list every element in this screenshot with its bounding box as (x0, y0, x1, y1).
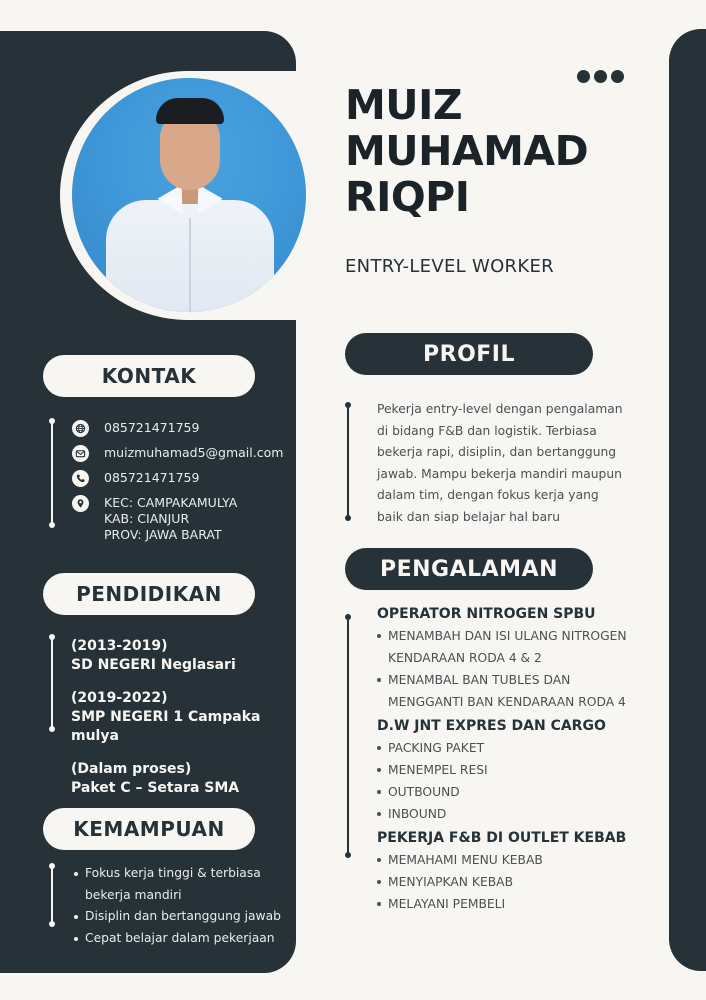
education-school: SMP NEGERI 1 Campaka (71, 709, 261, 725)
job-task-line: MENGGANTI BAN KENDARAAN RODA 4 (388, 695, 626, 709)
job-task: MENYIAPKAN KEBAB (377, 871, 677, 893)
job-task: OUTBOUND (377, 781, 677, 803)
experience-timeline-line (347, 617, 349, 855)
job-title: OPERATOR NITROGEN SPBU (377, 606, 596, 622)
section-header-education: PENDIDIKAN (43, 573, 255, 615)
person-name (345, 82, 588, 220)
contact-phone-text[interactable]: 085721471759 (104, 470, 200, 485)
section-header-contact: KONTAK (43, 355, 255, 397)
section-header-experience: PENGALAMAN (345, 548, 593, 590)
mail-icon (72, 445, 89, 462)
job-title: PEKERJA F&B DI OUTLET KEBAB (377, 830, 627, 846)
profile-summary: Pekerja entry-level dengan pengalaman di bidang F&B dan logistik. Terbiasa bekerja rapi, disiplin, dan bertanggung jawab. Mampu bekerja mandiri maupun dalam tim, dengan fokus kerja yang baik dan siap belajar hal baru (377, 402, 623, 524)
profile-timeline-line (347, 405, 349, 518)
education-period: (2019-2022) (71, 690, 168, 706)
skill-item: Disiplin dan bertanggung jawab (72, 906, 292, 928)
job-task: MELAYANI PEMBELI (377, 893, 677, 915)
job-task-list (377, 625, 677, 713)
job-task-line: KENDARAAN RODA 4 & 2 (388, 651, 542, 665)
location-pin-icon (72, 495, 89, 512)
education-school-cont: mulya (71, 728, 119, 744)
profile-photo (72, 78, 306, 312)
section-header-profile: PROFIL (345, 333, 593, 375)
contact-item-email (72, 445, 283, 462)
skill-item: Cepat belajar dalam pekerjaan (72, 928, 292, 950)
address-line: KAB: CIANJUR (104, 511, 190, 526)
education-timeline-line (51, 637, 53, 729)
education-school: SD NEGERI Neglasari (71, 657, 236, 673)
skill-item: Fokus kerja tinggi & terbiasa bekerja mandiri (72, 863, 292, 906)
phone-icon (72, 470, 89, 487)
contact-item-phone (72, 470, 283, 487)
education-school: Paket C – Setara SMA (71, 780, 240, 796)
globe-icon (72, 420, 89, 437)
contact-timeline-line (51, 421, 53, 525)
job-task-list (377, 737, 677, 825)
contact-email-text[interactable]: muizmuhamad5@gmail.com (104, 445, 284, 460)
job-task-cont (377, 691, 677, 713)
contact-website-text: 085721471759 (104, 420, 200, 435)
contact-item-address (72, 495, 283, 543)
dot (594, 70, 607, 83)
education-item (71, 760, 261, 798)
contact-list (72, 420, 283, 551)
education-period: (2013-2019) (71, 638, 168, 654)
name-line: MUHAMAD (345, 127, 589, 175)
education-item (71, 689, 261, 746)
job-title: D.W JNT EXPRES DAN CARGO (377, 718, 606, 734)
address-line: PROV: JAWA BARAT (104, 527, 222, 542)
job-task: MEMAHAMI MENU KEBAB (377, 849, 677, 871)
skills-timeline-line (51, 866, 53, 924)
name-line: MUIZ (345, 81, 463, 129)
job-task (377, 669, 677, 691)
skills-list (72, 863, 292, 949)
job-task-cont (377, 647, 677, 669)
contact-item-website (72, 420, 283, 437)
job-task: PACKING PAKET (377, 737, 677, 759)
photo-shirt-placket (189, 218, 191, 312)
job-task-list (377, 849, 677, 915)
job-role: ENTRY-LEVEL WORKER (345, 256, 554, 277)
job-task (377, 625, 677, 647)
photo-hair (156, 98, 224, 124)
section-header-skills: KEMAMPUAN (43, 808, 255, 850)
job-task: INBOUND (377, 803, 677, 825)
education-item (71, 637, 261, 675)
address-line: KEC: CAMPAKAMULYA (104, 495, 238, 510)
job-task-line: MENAMBAL BAN TUBLES DAN (388, 673, 571, 687)
education-period: (Dalam proses) (71, 761, 192, 777)
dot (611, 70, 624, 83)
job-task: MENEMPEL RESI (377, 759, 677, 781)
education-list (71, 637, 261, 812)
job-task-line: MENAMBAH DAN ISI ULANG NITROGEN (388, 629, 627, 643)
name-line: RIQPI (345, 173, 470, 221)
experience-list (377, 603, 677, 917)
